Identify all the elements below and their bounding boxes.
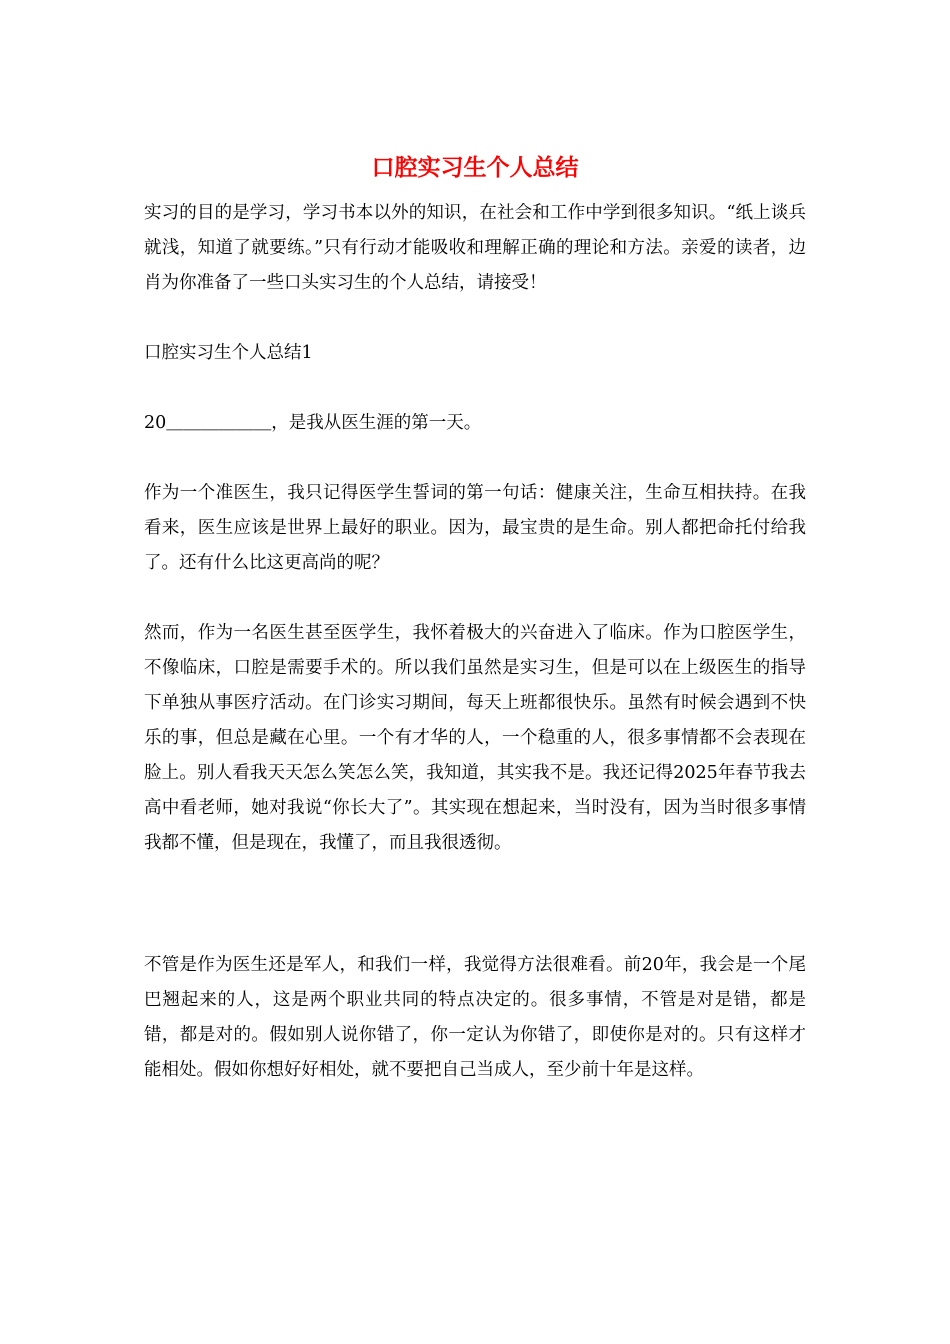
body-paragraph: 然而，作为一名医生甚至医学生，我怀着极大的兴奋进入了临床。作为口腔医学生，不像临床，口腔是需要手术的。所以我们虽然是实习生，但是可以在上级医生的指导下单独从事医疗活动。在门诊实习期间，每天上班都很快乐。虽然有时候会遇到不快乐的事，但总是藏在心里。一个有才华的人，一个稳重的人，很多事情都不会表现在脸上。别人看我天天怎么笑怎么笑，我知道，其实我不是。我还记得2025年春节我去高中看老师，她对我说“你长大了”。其实现在想起来，当时没有，因为当时很多事情我都不懂，但是现在，我懂了，而且我很透彻。 — [144, 623, 806, 853]
date-line: 20＿＿＿＿＿＿，是我从医生涯的第一天。 — [144, 413, 482, 433]
document-title: 口腔实习生个人总结 — [371, 154, 579, 181]
intro-paragraph: 实习的目的是学习，学习书本以外的知识，在社会和工作中学到很多知识。“纸上谈兵就浅，知道了就要练。”只有行动才能吸收和理解正确的理论和方法。亲爱的读者，边肖为你准备了一些口头实习生的个人总结，请接受！ — [144, 203, 806, 293]
section-heading: 口腔实习生个人总结1 — [144, 343, 313, 363]
body-paragraph: 作为一个准医生，我只记得医学生誓词的第一句话：健康关注，生命互相扶持。在我看来，医生应该是世界上最好的职业。因为，最宝贵的是生命。别人都把命托付给我了。还有什么比这更高尚的呢？ — [144, 483, 806, 573]
body-paragraph: 不管是作为医生还是军人，和我们一样，我觉得方法很难看。前20年，我会是一个尾巴翘起来的人，这是两个职业共同的特点决定的。很多事情，不管是对是错，都是错，都是对的。假如别人说你错了，你一定认为你错了，即使你是对的。只有这样才能相处。假如你想好好相处，就不要把自己当成人，至少前十年是这样。 — [144, 955, 806, 1080]
